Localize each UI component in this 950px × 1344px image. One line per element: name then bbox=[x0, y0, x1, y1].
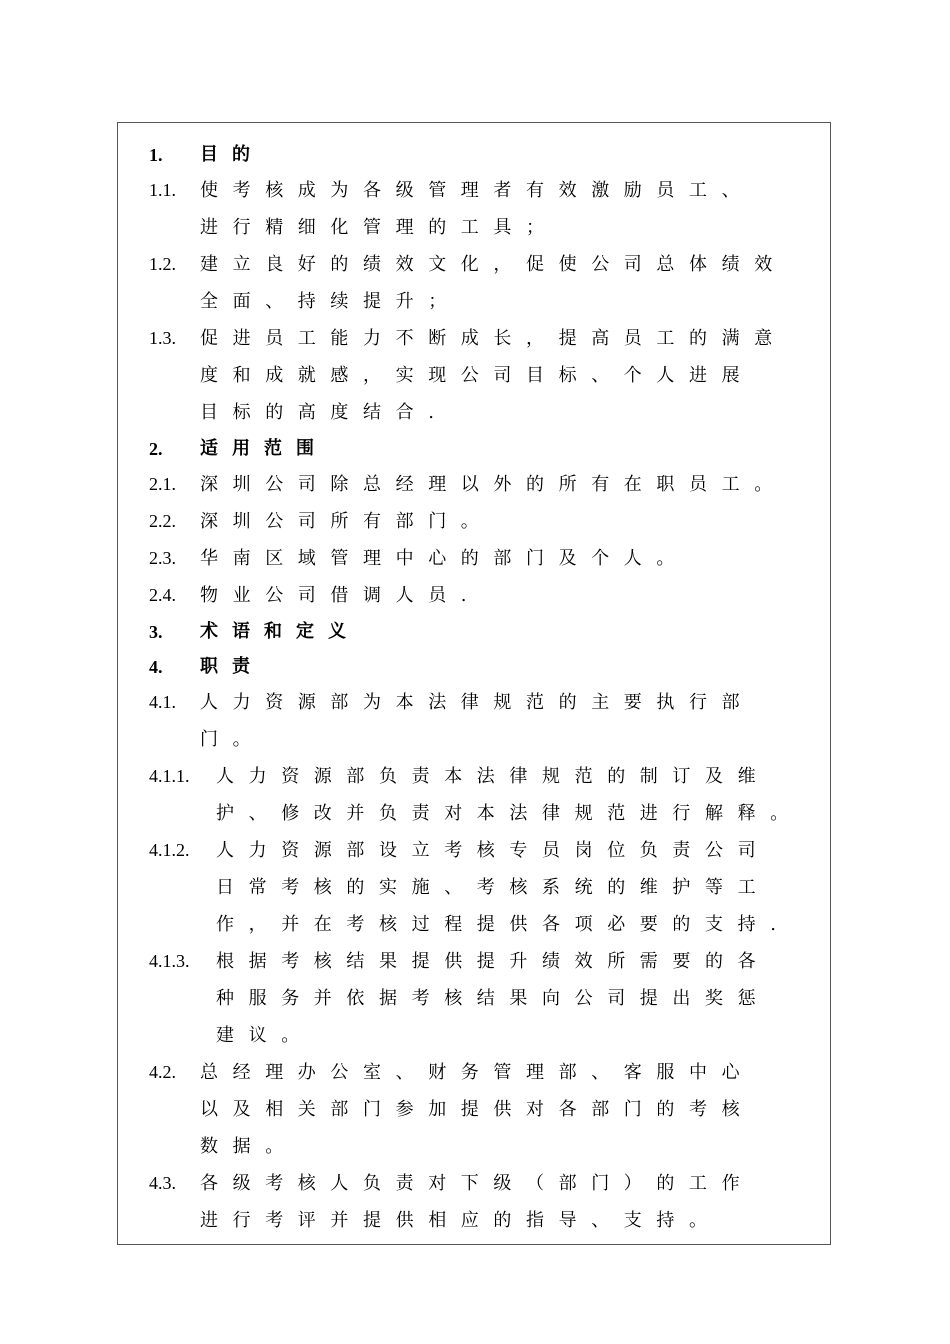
clause-1-2 bbox=[149, 246, 829, 320]
clause-number: 4.2. bbox=[149, 1062, 176, 1082]
clause-2-1 bbox=[149, 466, 829, 503]
clause-number: 4.1.2. bbox=[149, 840, 190, 860]
section-3-terms bbox=[149, 614, 829, 649]
clause-1-1 bbox=[149, 172, 829, 246]
clause-text-line: 总经理办公室、财务管理部、客服中心 bbox=[200, 1062, 755, 1083]
clause-number: 4.1. bbox=[149, 692, 176, 712]
clause-text-line: 华南区域管理中心的部门及个人。 bbox=[200, 548, 689, 569]
clause-text-line: 进行考评并提供相应的指导、支持。 bbox=[200, 1210, 722, 1231]
section-heading: 适用范围 bbox=[200, 438, 328, 459]
clause-4-1 bbox=[149, 684, 829, 758]
clause-number: 2.2. bbox=[149, 511, 176, 531]
clause-2-3 bbox=[149, 540, 829, 577]
clause-4-2 bbox=[149, 1054, 829, 1165]
clause-number: 1.2. bbox=[149, 254, 176, 274]
clause-text-line: 全面、持续提升； bbox=[200, 291, 461, 312]
clause-2-4 bbox=[149, 577, 829, 614]
clause-number: 2.1. bbox=[149, 474, 176, 494]
section-number: 2. bbox=[149, 439, 163, 459]
document-body bbox=[149, 137, 829, 1239]
clause-2-2 bbox=[149, 503, 829, 540]
clause-text-line: 门。 bbox=[200, 729, 266, 750]
section-number: 1. bbox=[149, 145, 163, 165]
clause-text-line: 深圳公司所有部门。 bbox=[200, 511, 494, 532]
clause-text-line: 人力资源部设立考核专员岗位负责公司 bbox=[216, 840, 771, 861]
clause-1-3 bbox=[149, 320, 829, 431]
clause-text-line: 数据。 bbox=[200, 1136, 298, 1157]
clause-number: 1.1. bbox=[149, 180, 176, 200]
section-1-purpose bbox=[149, 137, 829, 172]
clause-4-1-3 bbox=[149, 943, 829, 1054]
clause-number: 2.3. bbox=[149, 548, 176, 568]
clause-number: 4.1.1. bbox=[149, 766, 190, 786]
clause-text-line: 种服务并依据考核结果向公司提出奖惩 bbox=[216, 988, 771, 1009]
clause-text-line: 物业公司借调人员. bbox=[200, 585, 482, 606]
clause-text-line: 进行精细化管理的工具； bbox=[200, 217, 559, 238]
clause-text-line: 以及相关部门参加提供对各部门的考核 bbox=[200, 1099, 755, 1120]
section-number: 3. bbox=[149, 622, 163, 642]
clause-number: 4.3. bbox=[149, 1173, 176, 1193]
clause-text-line: 促进员工能力不断成长，提高员工的满意 bbox=[200, 328, 787, 349]
clause-text-line: 护、修改并负责对本法律规范进行解释。 bbox=[216, 803, 803, 824]
clause-4-1-1 bbox=[149, 758, 829, 832]
section-4-responsibilities bbox=[149, 649, 829, 684]
clause-4-3 bbox=[149, 1165, 829, 1239]
clause-text-line: 根据考核结果提供提升绩效所需要的各 bbox=[216, 951, 771, 972]
section-heading: 术语和定义 bbox=[200, 621, 360, 642]
clause-4-1-2 bbox=[149, 832, 829, 943]
clause-number: 4.1.3. bbox=[149, 951, 190, 971]
section-heading: 职责 bbox=[200, 656, 264, 677]
clause-number: 2.4. bbox=[149, 585, 176, 605]
section-number: 4. bbox=[149, 657, 163, 677]
clause-text-line: 深圳公司除总经理以外的所有在职员工。 bbox=[200, 474, 787, 495]
clause-text-line: 建议。 bbox=[216, 1025, 314, 1046]
document-frame bbox=[117, 122, 831, 1245]
clause-text-line: 使考核成为各级管理者有效激励员工、 bbox=[200, 180, 755, 201]
clause-text-line: 人力资源部为本法律规范的主要执行部 bbox=[200, 692, 755, 713]
clause-text-line: 各级考核人负责对下级（部门）的工作 bbox=[200, 1173, 755, 1194]
clause-text-line: 目标的高度结合. bbox=[200, 402, 449, 423]
clause-text-line: 度和成就感，实现公司目标、个人进展 bbox=[200, 365, 755, 386]
section-2-scope bbox=[149, 431, 829, 466]
clause-number: 1.3. bbox=[149, 328, 176, 348]
clause-text-line: 日常考核的实施、考核系统的维护等工 bbox=[216, 877, 771, 898]
section-heading: 目的 bbox=[200, 144, 264, 165]
clause-text-line: 建立良好的绩效文化，促使公司总体绩效 bbox=[200, 254, 787, 275]
clause-text-line: 作，并在考核过程提供各项必要的支持. bbox=[216, 914, 791, 935]
clause-text-line: 人力资源部负责本法律规范的制订及维 bbox=[216, 766, 771, 787]
